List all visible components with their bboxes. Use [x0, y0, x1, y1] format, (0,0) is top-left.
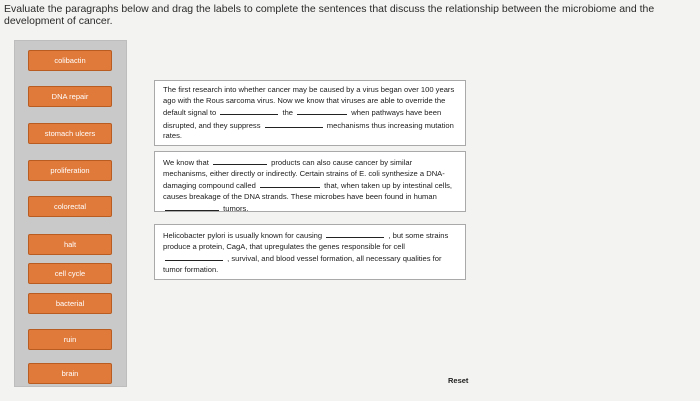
- passage-1-text-d: mechanisms thus increasing mutation rates.: [163, 120, 454, 141]
- label-stomach-ulcers[interactable]: stomach ulcers: [28, 123, 112, 144]
- reset-button[interactable]: Reset: [448, 376, 469, 385]
- drop-blank[interactable]: [260, 179, 320, 188]
- label-proliferation[interactable]: proliferation: [28, 160, 112, 181]
- drop-blank[interactable]: [265, 119, 323, 128]
- label-bacterial[interactable]: bacterial: [28, 293, 112, 314]
- label-cell-cycle[interactable]: cell cycle: [28, 263, 112, 284]
- passage-2-text-c: that, when taken up by intestinal cells, causes breakage of the DNA strands. These microbes have been found in human: [163, 181, 453, 201]
- label-halt[interactable]: halt: [28, 234, 112, 255]
- passage-2-text-b: products can also cause cancer by similar mechanisms, either directly or indirectly. Certain strains of E. coli synthesize a DNA-damaging compound called: [163, 158, 445, 191]
- passage-1-text-b: the: [282, 108, 294, 118]
- label-ruin[interactable]: ruin: [28, 329, 112, 350]
- passage-3-text-a: Helicobacter pylori is usually known for causing: [163, 231, 323, 240]
- instructions: Evaluate the paragraphs below and drag the labels to complete the sentences that discuss the relationship between the microbiome and the development of cancer.: [4, 3, 655, 27]
- passage-2-text-a: We know that: [163, 158, 209, 167]
- label-colorectal[interactable]: colorectal: [28, 196, 112, 217]
- label-colibactin[interactable]: colibactin: [28, 50, 112, 71]
- passage-2: [154, 151, 466, 212]
- passage-2-text-d: tumors.: [223, 204, 249, 214]
- passage-3-text-c: , survival, and blood vessel formation, all necessary qualities for tumor formation.: [163, 254, 442, 274]
- passage-1-text-a: The first research into whether cancer may be caused by a virus began over 100 years ago with the Rous sarcoma virus. Now we know that viruses are able to override the default signal to: [163, 85, 455, 118]
- drop-blank[interactable]: [297, 106, 347, 115]
- label-brain[interactable]: brain: [28, 363, 112, 384]
- drop-blank[interactable]: [165, 202, 219, 211]
- drop-blank[interactable]: [326, 229, 384, 238]
- drop-blank[interactable]: [165, 252, 223, 261]
- label-dna-repair[interactable]: DNA repair: [28, 86, 112, 107]
- passage-3: [154, 224, 466, 280]
- label-bank: [14, 40, 127, 387]
- drop-blank[interactable]: [213, 156, 267, 165]
- drop-blank[interactable]: [220, 106, 278, 115]
- passage-3-text-b: , but some strains produce a protein, CagA, that upregulates the genes responsible for cell: [163, 231, 449, 251]
- passage-1-text-c: when pathways have been disrupted, and they suppress: [163, 108, 442, 130]
- passage-1: [154, 80, 466, 146]
